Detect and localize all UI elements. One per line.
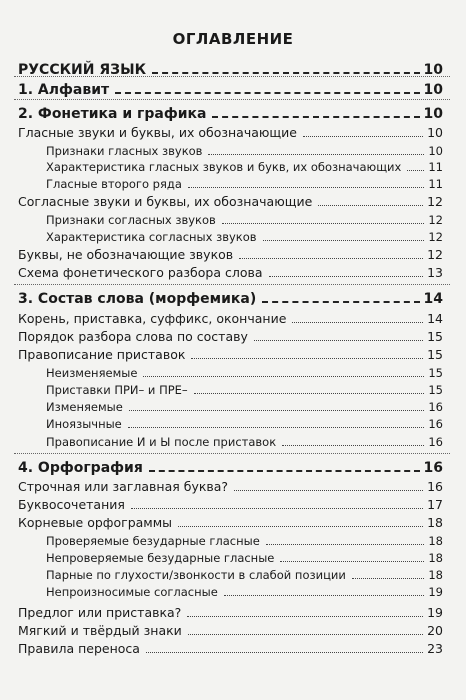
toc-subentry[interactable]	[46, 381, 443, 397]
toc-page-number: 18	[428, 534, 443, 548]
toc-subentry[interactable]	[46, 228, 443, 244]
dot-leader	[262, 301, 419, 303]
toc-subentry[interactable]	[46, 583, 443, 599]
toc-section-phonetics[interactable]	[18, 104, 443, 122]
dot-leader	[266, 544, 425, 545]
toc-entry-title: Неизменяемые	[46, 366, 138, 380]
dot-leader	[407, 170, 424, 171]
toc-entry-title: Корневые орфограммы	[18, 515, 173, 530]
dot-leader	[187, 616, 423, 617]
toc-entry[interactable]	[18, 514, 443, 530]
toc-page-number: 10	[423, 62, 443, 78]
toc-subentry[interactable]	[46, 175, 443, 191]
dot-leader	[269, 276, 424, 277]
toc-page-number: 15	[428, 366, 443, 380]
dot-leader	[282, 445, 424, 446]
toc-entry-title: Правила переноса	[18, 641, 140, 656]
toc-page-number: 12	[427, 247, 443, 262]
toc-page-number: 10	[427, 125, 443, 140]
dot-leader	[254, 340, 423, 341]
toc-page-number: 16	[428, 400, 443, 414]
toc-entry-title: Порядок разбора слова по составу	[18, 329, 248, 344]
toc-entry[interactable]	[18, 478, 443, 494]
dot-leader	[194, 393, 425, 394]
section-divider	[14, 99, 450, 100]
toc-entry-title: Предлог или приставка?	[18, 605, 182, 620]
toc-page-number: 23	[427, 641, 443, 656]
toc-entry-title: Буквы, не обозначающие звуков	[18, 247, 234, 262]
toc-entry-title: 2. Фонетика и графика	[18, 106, 207, 122]
toc-section-orthography[interactable]	[18, 458, 443, 476]
toc-entry[interactable]	[18, 264, 443, 280]
toc-entry-title: Буквосочетания	[18, 497, 125, 512]
toc-subentry[interactable]	[46, 211, 443, 227]
toc-subentry[interactable]	[46, 142, 443, 158]
toc-entry[interactable]	[18, 604, 443, 620]
toc-page-number: 19	[427, 605, 443, 620]
toc-page-number: 14	[427, 311, 443, 326]
dot-leader	[191, 358, 423, 359]
toc-entry-title: Строчная или заглавная буква?	[18, 479, 229, 494]
dot-leader	[224, 595, 425, 596]
toc-page-number: 11	[428, 177, 443, 191]
toc-entry-title: 4. Орфография	[18, 460, 143, 476]
dot-leader	[188, 187, 424, 188]
section-divider	[14, 284, 450, 285]
toc-entry[interactable]	[18, 496, 443, 512]
toc-entry-title: Гласные звуки и буквы, их обозначающие	[18, 125, 297, 140]
dot-leader	[239, 258, 423, 259]
toc-entry-title: Правописание И и Ы после приставок	[46, 435, 277, 449]
toc-entry[interactable]	[18, 310, 443, 326]
toc-part-russian-language[interactable]	[18, 60, 443, 78]
dot-leader	[280, 561, 424, 562]
toc-page-number: 10	[423, 106, 443, 122]
dot-leader	[143, 376, 424, 377]
dot-leader	[152, 72, 419, 74]
toc-page-number: 16	[423, 460, 443, 476]
toc-entry[interactable]	[18, 640, 443, 656]
toc-page-number: 10	[428, 144, 443, 158]
toc-entry-title: Непроверяемые безударные гласные	[46, 551, 275, 565]
toc-page-number: 16	[427, 479, 443, 494]
toc-entry-title: Характеристика гласных звуков и букв, их обозначающих	[46, 160, 402, 174]
toc-entry-title: Согласные звуки и буквы, их обозначающие	[18, 194, 313, 209]
toc-page-number: 16	[428, 417, 443, 431]
dot-leader	[212, 116, 419, 118]
dot-leader	[292, 322, 423, 323]
toc-page-number: 18	[428, 551, 443, 565]
toc-page-number: 17	[427, 497, 443, 512]
toc-page-number: 10	[423, 82, 443, 98]
toc-subentry[interactable]	[46, 398, 443, 414]
toc-entry-title: Гласные второго ряда	[46, 177, 182, 191]
toc-page-number: 15	[428, 383, 443, 397]
dot-leader	[222, 223, 425, 224]
toc-page-number: 12	[428, 213, 443, 227]
toc-entry-title: РУССКИЙ ЯЗЫК	[18, 62, 147, 78]
dot-leader	[303, 136, 423, 137]
page-title: ОГЛАВЛЕНИЕ	[172, 30, 294, 48]
toc-page-number: 12	[427, 194, 443, 209]
toc-section-morphemics[interactable]	[18, 289, 443, 307]
toc-entry-title: Корень, приставка, суффикс, окончание	[18, 311, 287, 326]
dot-leader	[128, 427, 425, 428]
toc-entry-title: Проверяемые безударные гласные	[46, 534, 260, 548]
dot-leader	[115, 92, 419, 94]
toc-entry-title: Изменяемые	[46, 400, 123, 414]
toc-entry-title: Мягкий и твёрдый знаки	[18, 623, 182, 638]
toc-entry-title: Схема фонетического разбора слова	[18, 265, 263, 280]
toc-page-number: 11	[428, 160, 443, 174]
toc-subentry[interactable]	[46, 549, 443, 565]
dot-leader	[208, 154, 424, 155]
toc-subentry[interactable]	[46, 532, 443, 548]
toc-page-number: 16	[428, 435, 443, 449]
toc-entry-title: Приставки ПРИ– и ПРЕ–	[46, 383, 188, 397]
toc-subentry[interactable]	[46, 415, 443, 431]
toc-entry[interactable]	[18, 193, 443, 209]
toc-subentry[interactable]	[46, 364, 443, 380]
dot-leader	[234, 490, 423, 491]
toc-entry-title: Признаки согласных звуков	[46, 213, 216, 227]
toc-page-number: 14	[423, 291, 443, 307]
toc-section-alphabet[interactable]	[18, 80, 443, 98]
dot-leader	[129, 410, 425, 411]
toc-page-number: 20	[427, 623, 443, 638]
toc-subentry[interactable]	[46, 158, 443, 174]
toc-entry-title: Признаки гласных звуков	[46, 144, 203, 158]
toc-entry[interactable]	[18, 328, 443, 344]
dot-leader	[149, 470, 420, 472]
dot-leader	[263, 240, 425, 241]
dot-leader	[188, 634, 423, 635]
toc-entry-title: Характеристика согласных звуков	[46, 230, 257, 244]
toc-page-number: 18	[428, 568, 443, 582]
toc-entry-title: Правописание приставок	[18, 347, 186, 362]
toc-entry[interactable]	[18, 124, 443, 140]
dot-leader	[146, 652, 423, 653]
toc-page-number: 12	[428, 230, 443, 244]
toc-entry-title: Парные по глухости/звонкости в слабой позиции	[46, 568, 346, 582]
dot-leader	[131, 508, 423, 509]
toc-page-number: 18	[427, 515, 443, 530]
toc-entry-title: 1. Алфавит	[18, 82, 110, 98]
dot-leader	[178, 526, 423, 527]
dot-leader	[318, 205, 423, 206]
toc-page-number: 19	[428, 585, 443, 599]
toc-subentry[interactable]	[46, 566, 443, 582]
toc-entry[interactable]	[18, 622, 443, 638]
dot-leader	[352, 578, 425, 579]
toc-entry-title: 3. Состав слова (морфемика)	[18, 291, 257, 307]
section-divider	[14, 453, 450, 454]
toc-subentry[interactable]	[46, 433, 443, 449]
toc-entry[interactable]	[18, 246, 443, 262]
toc-page-number: 15	[427, 329, 443, 344]
toc-entry-title: Непроизносимые согласные	[46, 585, 218, 599]
toc-entry[interactable]	[18, 346, 443, 362]
toc-page-number: 15	[427, 347, 443, 362]
toc-page-number: 13	[427, 265, 443, 280]
toc-entry-title: Иноязычные	[46, 417, 122, 431]
